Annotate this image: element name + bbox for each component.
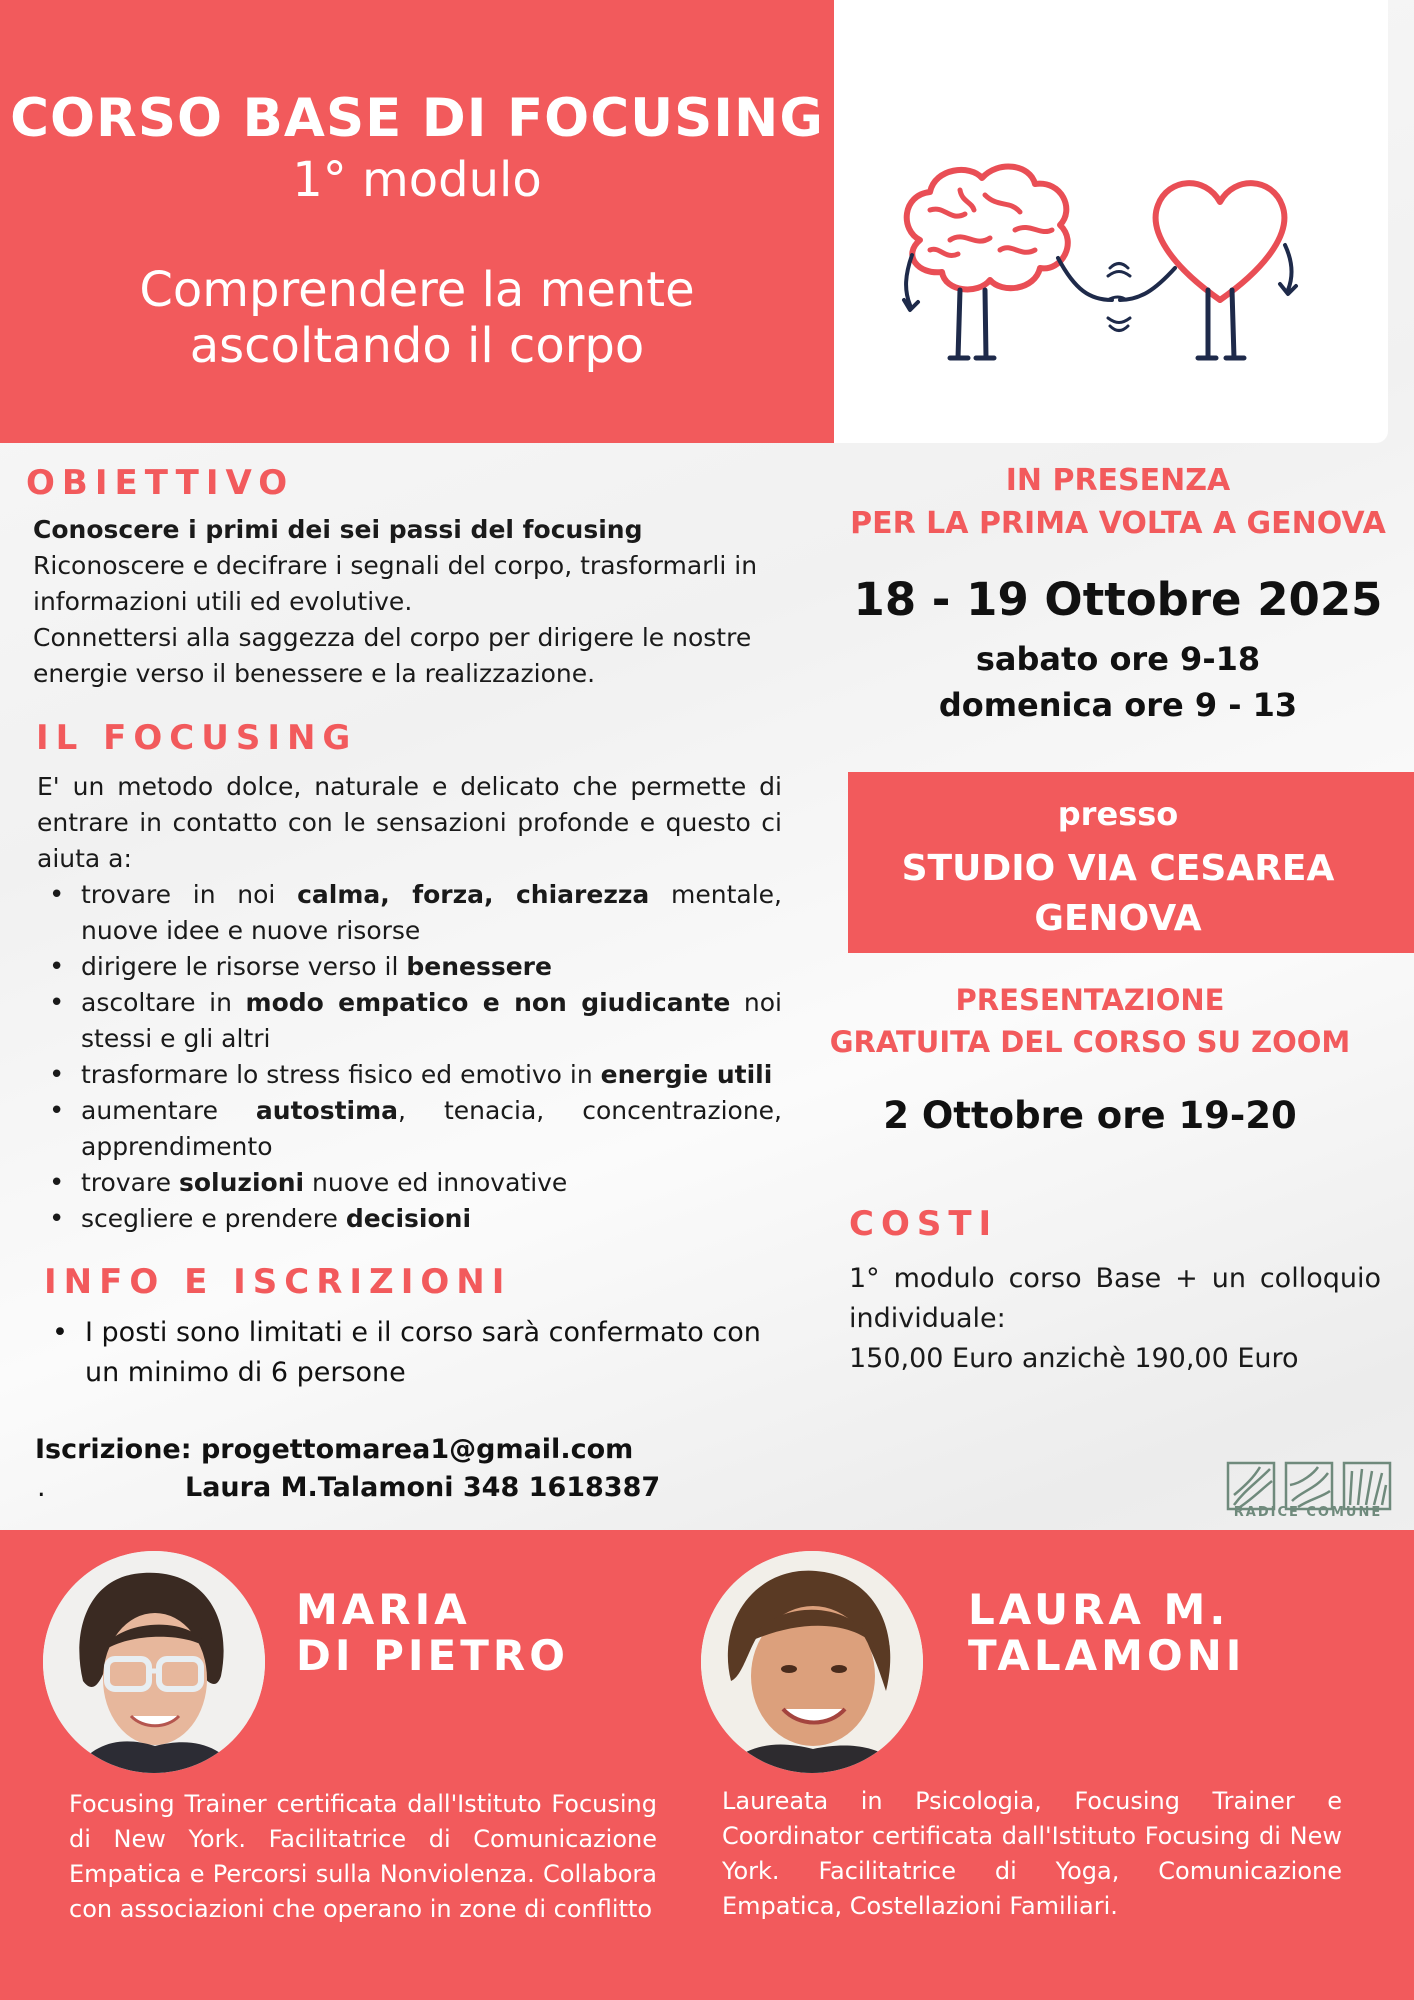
venue-name: STUDIO VIA CESAREA (901, 848, 1335, 889)
list-item: • trovare soluzioni nuove ed innovative (45, 1165, 782, 1201)
costi-body (849, 1259, 1381, 1379)
in-presenza-label: IN PRESENZA (1005, 463, 1231, 498)
costi-line2: individuale: (849, 1303, 1006, 1334)
course-subtitle-line1: Comprendere la mente (139, 262, 695, 318)
course-title: CORSO BASE DI FOCUSING (10, 88, 824, 149)
avatar (43, 1551, 265, 1773)
list-item: • ascoltare in modo empatico e non giudicante noi stessi e gli altri (45, 985, 782, 1057)
costi-heading: COSTI (849, 1204, 999, 1244)
venue-city: GENOVA (1034, 898, 1202, 939)
list-item: • aumentare autostima, tenacia, concentrazione, apprendimento (45, 1093, 782, 1165)
brain-heart-illustration (890, 150, 1330, 370)
trainer-name-laura: LAURA M. TALAMONI (968, 1585, 1246, 1680)
zoom-free-label: GRATUITA DEL CORSO SU ZOOM (829, 1025, 1351, 1059)
logo-text: RADICE COMUNE (1233, 1505, 1383, 1520)
registration-phone: Laura M.Talamoni 348 1618387 (185, 1472, 661, 1503)
zoom-presentation-label: PRESENTAZIONE (955, 983, 1225, 1017)
list-item: • I posti sono limitati e il corso sarà confermato con un minimo di 6 persone (50, 1313, 790, 1393)
portrait-laura-image (701, 1551, 923, 1773)
event-dates: 18 - 19 Ottobre 2025 (853, 573, 1383, 626)
focusing-benefits-list (45, 877, 782, 1237)
focusing-heading: IL FOCUSING (36, 718, 358, 758)
zoom-date: 2 Ottobre ore 19-20 (883, 1094, 1297, 1137)
list-item: • trovare in noi calma, forza, chiarezza mentale, nuove idee e nuove risorse (45, 877, 782, 949)
obiettivo-body (33, 512, 773, 692)
header-banner (0, 0, 834, 443)
registration-dot: . (37, 1472, 46, 1503)
obiettivo-para1: Riconoscere e decifrare i segnali del corpo, trasformarli in informazioni utili ed evolutive. (33, 551, 758, 616)
obiettivo-para2: Connettersi alla saggezza del corpo per dirigere le nostre energie verso il benessere e la realizzazione. (33, 623, 752, 688)
brain-icon (904, 167, 1112, 358)
prima-volta-label: PER LA PRIMA VOLTA A GENOVA (850, 506, 1386, 541)
registration-email: Iscrizione: progettomarea1@gmail.com (35, 1434, 634, 1465)
list-item: • scegliere e prendere decisioni (45, 1201, 782, 1237)
obiettivo-heading: OBIETTIVO (26, 463, 295, 503)
obiettivo-bold-line: Conoscere i primi dei sei passi del focusing (33, 515, 643, 544)
course-module: 1° modulo (292, 152, 542, 208)
trainer-bio-laura: Laureata in Psicologia, Focusing Trainer e Coordinator certificata dall'Istituto Focusing di New York. Facilitatrice di Yoga, Comunicazione Empatica, Costellazioni Familiari. (722, 1787, 1342, 1920)
costi-line1: 1° modulo corso Base + un colloquio (849, 1263, 1381, 1294)
costi-price: 150,00 Euro anzichè 190,00 Euro (849, 1343, 1299, 1374)
list-item: • dirigere le risorse verso il benessere (45, 949, 782, 985)
handshake-icon (1108, 264, 1130, 331)
trainer-bio-maria: Focusing Trainer certificata dall'Istituto Focusing di New York. Facilitatrice di Comunicazione Empatica e Percorsi sulla Nonviolenza. Collabora con associazioni che operano in zone di conflitto (69, 1790, 657, 1923)
list-item: • trasformare lo stress fisico ed emotivo in energie utili (45, 1057, 782, 1093)
avatar (701, 1551, 923, 1773)
sunday-hours: domenica ore 9 - 13 (938, 686, 1298, 724)
info-list (50, 1313, 790, 1393)
venue-presso: presso (1057, 795, 1179, 833)
heart-icon (1120, 183, 1296, 358)
trainer-name-maria: MARIA DI PIETRO (296, 1585, 569, 1680)
portrait-maria-image (43, 1551, 265, 1773)
saturday-hours: sabato ore 9-18 (975, 640, 1261, 678)
info-heading: INFO E ISCRIZIONI (44, 1262, 512, 1302)
focusing-intro: E' un metodo dolce, naturale e delicato che permette di entrare in contatto con le sensazioni profonde e questo ci aiuta a: (37, 772, 782, 873)
course-subtitle-line2: ascoltando il corpo (189, 318, 645, 374)
